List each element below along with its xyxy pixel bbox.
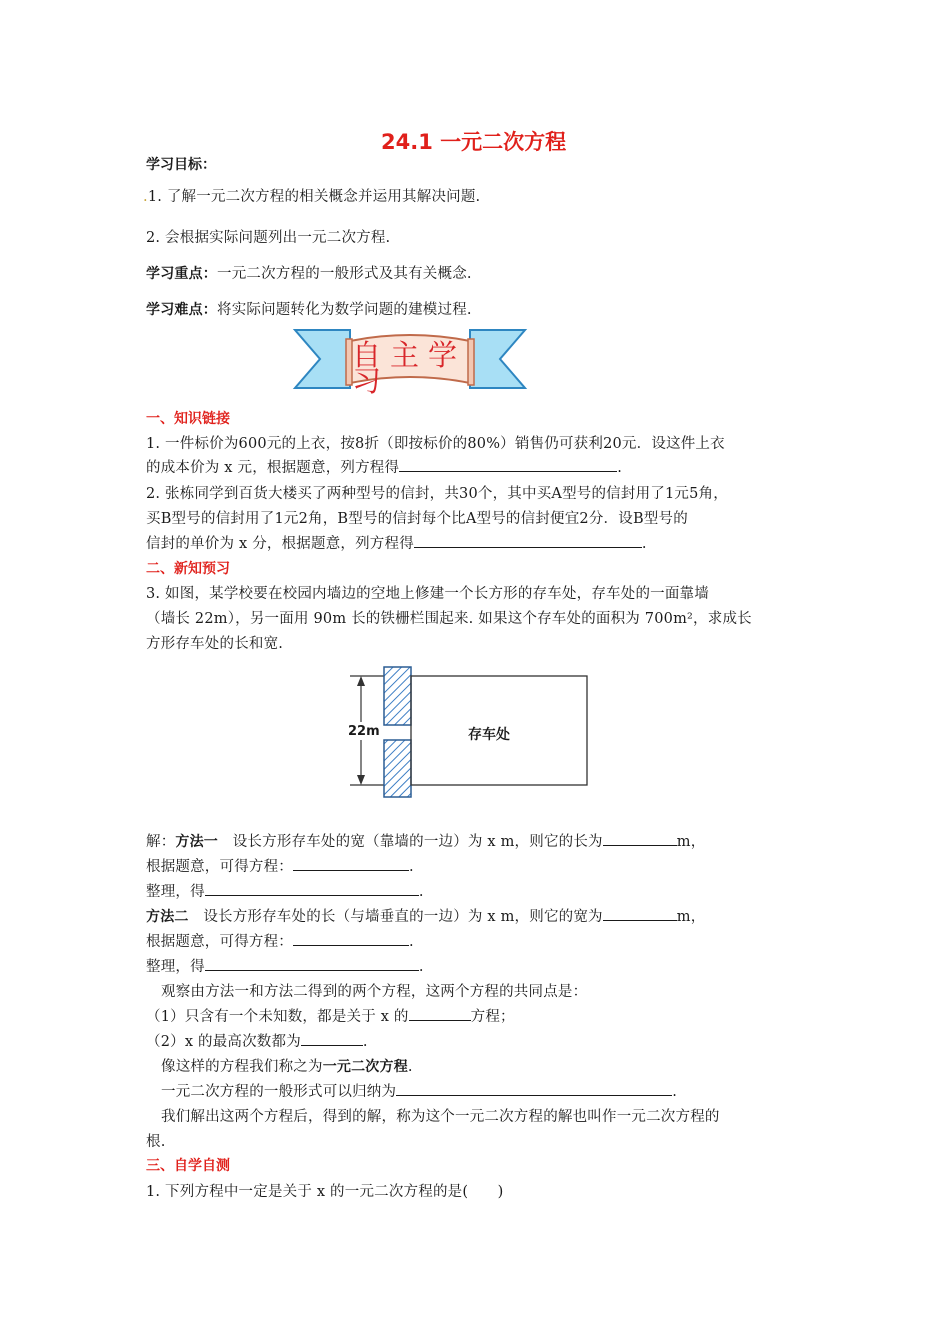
q1-line-1: 1. 一件标价为600元的上衣，按8折（即按标价的80%）销售仍可获利20元．设这件上衣: [146, 436, 725, 452]
answer-blank[interactable]: [205, 881, 419, 896]
answer-blank[interactable]: [603, 906, 677, 921]
method-2-line: 方法二 设长方形存车处的长（与墙垂直的一边）为 x m，则它的宽为 m，: [146, 905, 705, 926]
definition-line: 像这样的方程我们称之为一元二次方程.: [161, 1059, 413, 1075]
method-2-label: 方法二: [146, 909, 189, 925]
method-1-equation: 根据题意，可得方程： .: [146, 855, 414, 876]
answer-blank[interactable]: [399, 457, 617, 472]
method-1-simplify: 整理，得 .: [146, 880, 424, 901]
definition-term: 一元二次方程: [322, 1059, 408, 1075]
section-3-heading: 三、自学自测: [146, 1158, 230, 1174]
method-1-line: 解：方法一 设长方形存车处的宽（靠墙的一边）为 x m，则它的长为 m，: [146, 830, 705, 851]
test-question-1: 1. 下列方程中一定是关于 x 的一元二次方程的是( ): [146, 1184, 504, 1200]
focus-line: 学习重点：一元二次方程的一般形式及其有关概念.: [146, 266, 472, 282]
q2-line-3: 信封的单价为 x 分，根据题意，列方程得 .: [146, 532, 647, 553]
bullet-dot-icon: .: [143, 189, 148, 205]
difficulty-line: 学习难点：将实际问题转化为数学问题的建模过程.: [146, 302, 472, 318]
banner-text: 自主学习: [352, 338, 467, 398]
answer-blank[interactable]: [603, 831, 677, 846]
answer-blank[interactable]: [396, 1081, 672, 1096]
section-1-heading: 一、知识链接: [146, 411, 230, 427]
answer-blank[interactable]: [409, 1006, 471, 1021]
general-form-line: 一元二次方程的一般形式可以归纳为 .: [161, 1080, 677, 1101]
answer-blank[interactable]: [293, 931, 409, 946]
wall-length-label: 22m: [348, 724, 380, 739]
method-2-equation: 根据题意，可得方程： .: [146, 930, 414, 951]
q3-line-2: （墙长 22m），另一面用 90m 长的铁栅栏围起来. 如果这个存车处的面积为 700m²，求成长: [146, 611, 752, 627]
q1-line-2: 的成本价为 x 元，根据题意，列方程得 .: [146, 456, 622, 477]
root-line-2: 根.: [146, 1134, 166, 1150]
parking-area-label: 存车处: [468, 727, 510, 743]
method-2-simplify: 整理，得 .: [146, 955, 424, 976]
q3-line-3: 方形存车处的长和宽.: [146, 636, 284, 652]
answer-blank[interactable]: [205, 956, 419, 971]
q2-line-1: 2. 张栋同学到百货大楼买了两种型号的信封，共30个，其中买A型号的信封用了1元5角，: [146, 486, 728, 502]
objectives-label: 学习目标：: [146, 157, 216, 173]
difficulty-label: 学习难点：: [146, 302, 217, 318]
q2-line-2: 买B型号的信封用了1元2角，B型号的信封每个比A型号的信封便宜2分．设B型号的: [146, 511, 688, 527]
method-1-label: 方法一: [175, 834, 219, 850]
answer-blank[interactable]: [414, 533, 642, 548]
observation-2: （2）x 的最高次数都为 .: [146, 1030, 368, 1051]
observe-line: 观察由方法一和方法二得到的两个方程，这两个方程的共同点是：: [161, 984, 588, 1000]
answer-blank[interactable]: [293, 856, 409, 871]
focus-label: 学习重点：: [146, 266, 217, 282]
root-line-1: 我们解出这两个方程后，得到的解，称为这个一元二次方程的解也叫作一元二次方程的: [161, 1109, 720, 1125]
page-title: 24.1 一元二次方程: [381, 130, 567, 154]
objective-1: .1. 了解一元二次方程的相关概念并运用其解决问题.: [143, 189, 481, 205]
observation-1: （1）只含有一个未知数，都是关于 x 的 方程；: [146, 1005, 515, 1026]
answer-blank[interactable]: [301, 1031, 363, 1046]
q3-line-1: 3. 如图，某学校要在校园内墙边的空地上修建一个长方形的存车处，存车处的一面靠墙: [146, 586, 709, 602]
section-2-heading: 二、新知预习: [146, 561, 230, 577]
objective-2: 2. 会根据实际问题列出一元二次方程.: [146, 230, 391, 246]
